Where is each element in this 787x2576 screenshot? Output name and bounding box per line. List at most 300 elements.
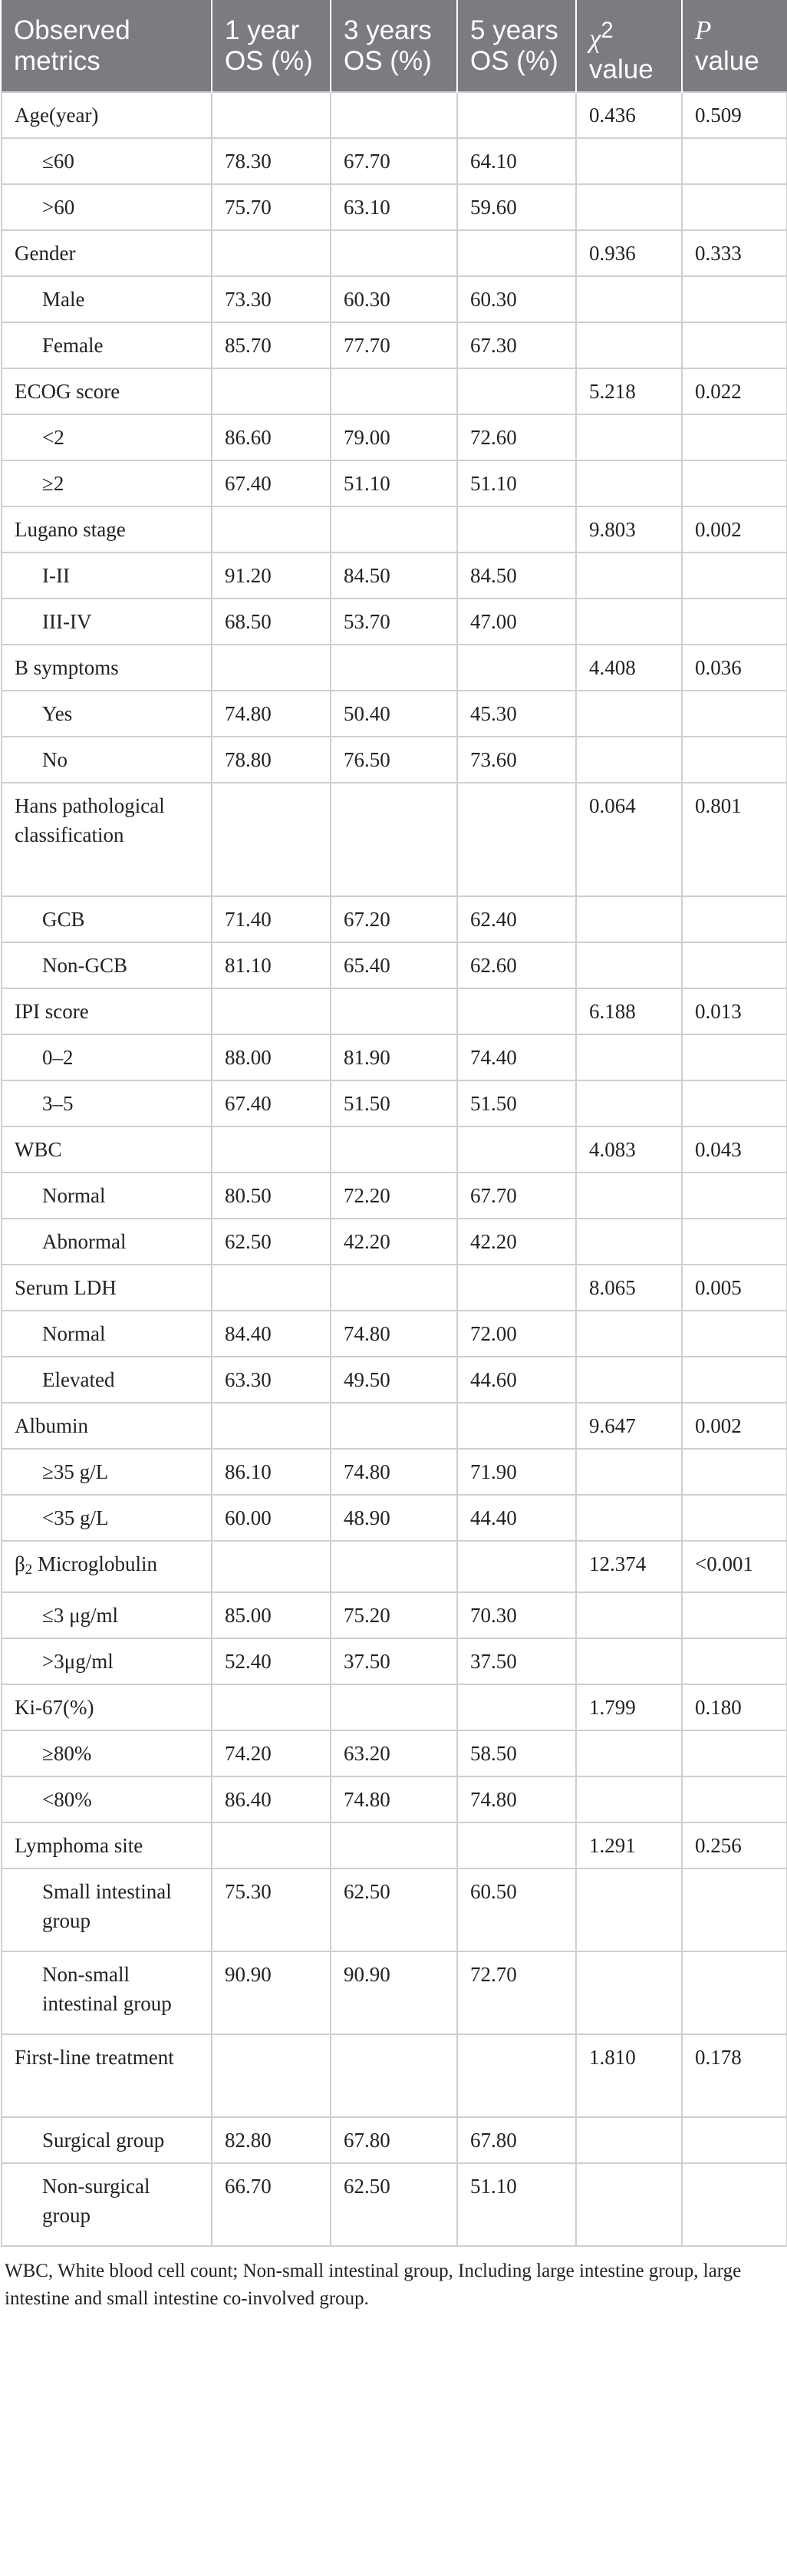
subgroup-row <box>2 1357 787 1403</box>
empty-cell <box>212 1265 331 1311</box>
os-3-years: 75.20 <box>331 1592 457 1638</box>
subgroup-row <box>2 2163 787 2246</box>
empty-cell <box>576 1080 682 1126</box>
group-row <box>2 988 787 1034</box>
empty-cell <box>576 737 682 783</box>
empty-cell <box>457 368 576 414</box>
os-5-years: 59.60 <box>457 184 576 230</box>
table-footnote: WBC, White blood cell count; Non-small intestinal group, Including large intestine group, large intestine and small intestine co-involved group. <box>5 2261 742 2310</box>
subgroup-row <box>2 1730 787 1776</box>
p-value: 0.178 <box>682 2034 787 2117</box>
chi-superscript: 2 <box>601 18 614 43</box>
empty-cell <box>576 2117 682 2163</box>
empty-cell <box>457 1265 576 1311</box>
empty-cell <box>576 138 682 184</box>
os-1-year: 60.00 <box>212 1495 331 1541</box>
os-3-years: 51.50 <box>331 1080 457 1126</box>
empty-cell <box>576 184 682 230</box>
subgroup-label: Surgical group <box>2 2117 212 2163</box>
empty-cell <box>682 276 787 322</box>
empty-cell <box>331 368 457 414</box>
empty-cell <box>682 1638 787 1684</box>
subgroup-row <box>2 552 787 599</box>
group-label: Gender <box>2 230 212 276</box>
empty-cell <box>576 1034 682 1080</box>
p-value: 0.036 <box>682 645 787 691</box>
subgroup-row <box>2 1311 787 1357</box>
subgroup-label: No <box>2 737 212 783</box>
empty-cell <box>457 1403 576 1449</box>
empty-cell <box>212 645 331 691</box>
os-5-years: 62.40 <box>457 896 576 942</box>
os-5-years: 70.30 <box>457 1592 576 1638</box>
os-1-year: 86.60 <box>212 414 331 460</box>
header-chi-square <box>576 0 682 92</box>
chi-square-value: 9.803 <box>576 506 682 552</box>
os-3-years: 77.70 <box>331 322 457 368</box>
p-value: 0.013 <box>682 988 787 1034</box>
empty-cell <box>457 783 576 896</box>
empty-cell <box>576 1592 682 1638</box>
os-1-year: 91.20 <box>212 552 331 599</box>
os-3-years: 74.80 <box>331 1311 457 1357</box>
empty-cell <box>212 1126 331 1173</box>
empty-cell <box>331 230 457 276</box>
group-label: WBC <box>2 1126 212 1173</box>
empty-cell <box>682 1357 787 1403</box>
os-3-years: 74.80 <box>331 1776 457 1822</box>
os-1-year: 75.70 <box>212 184 331 230</box>
empty-cell <box>331 506 457 552</box>
os-1-year: 52.40 <box>212 1638 331 1684</box>
os-5-years: 44.60 <box>457 1357 576 1403</box>
subgroup-label: <2 <box>2 414 212 460</box>
subgroup-label: Yes <box>2 691 212 737</box>
os-3-years: 67.20 <box>331 896 457 942</box>
os-3-years: 49.50 <box>331 1357 457 1403</box>
os-3-years: 65.40 <box>331 942 457 988</box>
os-3-years: 42.20 <box>331 1219 457 1265</box>
subgroup-row <box>2 599 787 645</box>
subgroup-label: Non-GCB <box>2 942 212 988</box>
p-value: 0.801 <box>682 783 787 896</box>
header-1-year-os: 1 year OS (%) <box>212 0 331 92</box>
subgroup-label: Male <box>2 276 212 322</box>
empty-cell <box>457 1822 576 1869</box>
chi-square-value: 1.810 <box>576 2034 682 2117</box>
empty-cell <box>576 552 682 599</box>
empty-cell <box>576 322 682 368</box>
os-3-years: 81.90 <box>331 1034 457 1080</box>
chi-square-value: 0.064 <box>576 783 682 896</box>
os-3-years: 51.10 <box>331 460 457 506</box>
os-1-year: 82.80 <box>212 2117 331 2163</box>
subgroup-label: ≤60 <box>2 138 212 184</box>
empty-cell <box>331 1265 457 1311</box>
os-3-years: 67.70 <box>331 138 457 184</box>
os-5-years: 67.70 <box>457 1173 576 1219</box>
group-label: B symptoms <box>2 645 212 691</box>
empty-cell <box>682 184 787 230</box>
subgroup-row <box>2 1449 787 1495</box>
chi-square-value: 8.065 <box>576 1265 682 1311</box>
os-1-year: 62.50 <box>212 1219 331 1265</box>
table-header <box>2 0 787 92</box>
subgroup-label: ≥80% <box>2 1730 212 1776</box>
empty-cell <box>682 138 787 184</box>
os-3-years: 62.50 <box>331 1869 457 1951</box>
empty-cell <box>682 1311 787 1357</box>
empty-cell <box>576 1449 682 1495</box>
p-value: 0.180 <box>682 1684 787 1730</box>
subgroup-row <box>2 184 787 230</box>
empty-cell <box>331 988 457 1034</box>
os-1-year: 84.40 <box>212 1311 331 1357</box>
p-value: 0.509 <box>682 92 787 138</box>
group-label: First-line treatment <box>2 2034 212 2117</box>
p-value: 0.043 <box>682 1126 787 1173</box>
subgroup-label: Normal <box>2 1311 212 1357</box>
empty-cell <box>682 1869 787 1951</box>
chi-square-value: 0.936 <box>576 230 682 276</box>
empty-cell <box>457 1541 576 1593</box>
empty-cell <box>457 230 576 276</box>
os-5-years: 45.30 <box>457 691 576 737</box>
group-row <box>2 1822 787 1869</box>
group-row <box>2 230 787 276</box>
empty-cell <box>331 1684 457 1730</box>
subgroup-row <box>2 322 787 368</box>
empty-cell <box>576 1951 682 2034</box>
empty-cell <box>331 92 457 138</box>
group-row <box>2 506 787 552</box>
os-1-year: 86.40 <box>212 1776 331 1822</box>
os-1-year: 86.10 <box>212 1449 331 1495</box>
os-5-years: 42.20 <box>457 1219 576 1265</box>
empty-cell <box>682 691 787 737</box>
chi-square-value: 6.188 <box>576 988 682 1034</box>
header-p-value <box>682 0 787 92</box>
empty-cell <box>576 599 682 645</box>
os-5-years: 47.00 <box>457 599 576 645</box>
chi-square-value: 0.436 <box>576 92 682 138</box>
subgroup-label: Non-small intestinal group <box>2 1951 212 2034</box>
group-label: Hans pathological classification <box>2 783 212 896</box>
os-1-year: 67.40 <box>212 460 331 506</box>
subgroup-row <box>2 737 787 783</box>
empty-cell <box>331 783 457 896</box>
p-value: 0.005 <box>682 1265 787 1311</box>
os-1-year: 71.40 <box>212 896 331 942</box>
empty-cell <box>212 783 331 896</box>
empty-cell <box>331 2034 457 2117</box>
os-1-year: 78.30 <box>212 138 331 184</box>
p-value: 0.333 <box>682 230 787 276</box>
os-3-years: 37.50 <box>331 1638 457 1684</box>
chi-symbol: χ <box>589 23 601 54</box>
empty-cell <box>682 1776 787 1822</box>
os-1-year: 73.30 <box>212 276 331 322</box>
subgroup-row <box>2 1495 787 1541</box>
empty-cell <box>212 1541 331 1593</box>
empty-cell <box>682 1730 787 1776</box>
empty-cell <box>331 1822 457 1869</box>
group-label: $\beta_2$ Microglobulin <box>2 1541 212 1593</box>
empty-cell <box>682 1219 787 1265</box>
empty-cell <box>212 1684 331 1730</box>
group-row <box>2 783 787 896</box>
os-3-years: 90.90 <box>331 1951 457 2034</box>
os-3-years: 79.00 <box>331 414 457 460</box>
subgroup-row <box>2 942 787 988</box>
subgroup-label: Non-surgical group <box>2 2163 212 2246</box>
empty-cell <box>576 942 682 988</box>
subgroup-row <box>2 1951 787 2034</box>
chi-square-value: 4.408 <box>576 645 682 691</box>
os-1-year: 78.80 <box>212 737 331 783</box>
os-5-years: 67.80 <box>457 2117 576 2163</box>
subgroup-row <box>2 896 787 942</box>
empty-cell <box>682 1173 787 1219</box>
os-5-years: 84.50 <box>457 552 576 599</box>
chi-square-value: 1.291 <box>576 1822 682 1869</box>
chi-square-value: 5.218 <box>576 368 682 414</box>
empty-cell <box>576 414 682 460</box>
os-3-years: 76.50 <box>331 737 457 783</box>
subgroup-label: >3μg/ml <box>2 1638 212 1684</box>
os-5-years: 67.30 <box>457 322 576 368</box>
subgroup-row <box>2 1869 787 1951</box>
group-label: Lymphoma site <box>2 1822 212 1869</box>
empty-cell <box>576 1495 682 1541</box>
subgroup-row <box>2 460 787 506</box>
subgroup-label: 0–2 <box>2 1034 212 1080</box>
subgroup-row <box>2 1592 787 1638</box>
empty-cell <box>331 1541 457 1593</box>
os-1-year: 63.30 <box>212 1357 331 1403</box>
empty-cell <box>457 645 576 691</box>
os-1-year: 68.50 <box>212 599 331 645</box>
empty-cell <box>212 988 331 1034</box>
empty-cell <box>576 896 682 942</box>
subgroup-label: Normal <box>2 1173 212 1219</box>
empty-cell <box>682 896 787 942</box>
group-row <box>2 1265 787 1311</box>
os-5-years: 64.10 <box>457 138 576 184</box>
os-5-years: 60.50 <box>457 1869 576 1951</box>
group-row <box>2 1403 787 1449</box>
os-5-years: 37.50 <box>457 1638 576 1684</box>
subgroup-row <box>2 414 787 460</box>
empty-cell <box>682 552 787 599</box>
empty-cell <box>212 1822 331 1869</box>
os-5-years: 51.10 <box>457 2163 576 2246</box>
os-5-years: 71.90 <box>457 1449 576 1495</box>
os-1-year: 90.90 <box>212 1951 331 2034</box>
subgroup-row <box>2 2117 787 2163</box>
os-5-years: 62.60 <box>457 942 576 988</box>
group-row <box>2 2034 787 2117</box>
empty-cell <box>682 1495 787 1541</box>
os-3-years: 63.20 <box>331 1730 457 1776</box>
empty-cell <box>682 599 787 645</box>
subgroup-label: <80% <box>2 1776 212 1822</box>
os-1-year: 74.20 <box>212 1730 331 1776</box>
os-3-years: 62.50 <box>331 2163 457 2246</box>
empty-cell <box>212 2034 331 2117</box>
subgroup-row <box>2 1776 787 1822</box>
os-3-years: 72.20 <box>331 1173 457 1219</box>
p-value: 0.002 <box>682 1403 787 1449</box>
subgroup-row <box>2 1173 787 1219</box>
group-row <box>2 1541 787 1593</box>
empty-cell <box>331 1403 457 1449</box>
os-3-years: 84.50 <box>331 552 457 599</box>
empty-cell <box>576 460 682 506</box>
p-value: 0.022 <box>682 368 787 414</box>
empty-cell <box>576 1173 682 1219</box>
header-3-years-os: 3 years OS (%) <box>331 0 457 92</box>
subgroup-label: GCB <box>2 896 212 942</box>
os-table <box>1 0 787 2247</box>
empty-cell <box>576 1219 682 1265</box>
group-label: Serum LDH <box>2 1265 212 1311</box>
empty-cell <box>682 1449 787 1495</box>
p-symbol: P <box>695 15 712 45</box>
os-3-years: 67.80 <box>331 2117 457 2163</box>
os-5-years: 72.70 <box>457 1951 576 2034</box>
subgroup-label: ≥35 g/L <box>2 1449 212 1495</box>
empty-cell <box>457 506 576 552</box>
empty-cell <box>457 988 576 1034</box>
chi-square-value: 12.374 <box>576 1541 682 1593</box>
os-5-years: 72.60 <box>457 414 576 460</box>
subgroup-label: Female <box>2 322 212 368</box>
empty-cell <box>331 1126 457 1173</box>
group-label: Age(year) <box>2 92 212 138</box>
group-label: Ki-67(%) <box>2 1684 212 1730</box>
os-3-years: 63.10 <box>331 184 457 230</box>
os-1-year: 81.10 <box>212 942 331 988</box>
os-1-year: 80.50 <box>212 1173 331 1219</box>
empty-cell <box>682 460 787 506</box>
group-row <box>2 368 787 414</box>
subgroup-label: 3–5 <box>2 1080 212 1126</box>
empty-cell <box>682 1951 787 2034</box>
chi-value-label: value <box>589 54 654 84</box>
empty-cell <box>457 2034 576 2117</box>
subgroup-row <box>2 1034 787 1080</box>
empty-cell <box>576 1869 682 1951</box>
group-label: ECOG score <box>2 368 212 414</box>
subgroup-label: III-IV <box>2 599 212 645</box>
header-metrics: Observed metrics <box>2 0 212 92</box>
empty-cell <box>682 414 787 460</box>
empty-cell <box>576 1638 682 1684</box>
os-3-years: 53.70 <box>331 599 457 645</box>
empty-cell <box>212 1403 331 1449</box>
os-1-year: 85.70 <box>212 322 331 368</box>
chi-square-value: 1.799 <box>576 1684 682 1730</box>
empty-cell <box>682 2117 787 2163</box>
chi-square-value: 9.647 <box>576 1403 682 1449</box>
os-3-years: 50.40 <box>331 691 457 737</box>
empty-cell <box>576 276 682 322</box>
subgroup-row <box>2 276 787 322</box>
os-1-year: 88.00 <box>212 1034 331 1080</box>
os-1-year: 67.40 <box>212 1080 331 1126</box>
empty-cell <box>212 92 331 138</box>
empty-cell <box>212 368 331 414</box>
empty-cell <box>682 1080 787 1126</box>
subgroup-label: Small intestinal group <box>2 1869 212 1951</box>
empty-cell <box>457 92 576 138</box>
empty-cell <box>682 737 787 783</box>
os-1-year: 75.30 <box>212 1869 331 1951</box>
os-1-year: 85.00 <box>212 1592 331 1638</box>
subgroup-label: I-II <box>2 552 212 599</box>
os-3-years: 74.80 <box>331 1449 457 1495</box>
os-5-years: 73.60 <box>457 737 576 783</box>
subgroup-row <box>2 1219 787 1265</box>
subgroup-label: Elevated <box>2 1357 212 1403</box>
subgroup-label: ≤3 μg/ml <box>2 1592 212 1638</box>
p-value: 0.002 <box>682 506 787 552</box>
group-row <box>2 1684 787 1730</box>
group-label: IPI score <box>2 988 212 1034</box>
empty-cell <box>212 230 331 276</box>
p-value-label: value <box>695 46 759 76</box>
os-5-years: 74.40 <box>457 1034 576 1080</box>
empty-cell <box>682 1034 787 1080</box>
empty-cell <box>682 942 787 988</box>
table-body <box>2 92 787 2247</box>
p-value: 0.256 <box>682 1822 787 1869</box>
subgroup-label: >60 <box>2 184 212 230</box>
subgroup-row <box>2 1638 787 1684</box>
empty-cell <box>682 2163 787 2246</box>
os-5-years: 74.80 <box>457 1776 576 1822</box>
empty-cell <box>331 645 457 691</box>
empty-cell <box>576 2163 682 2246</box>
subgroup-row <box>2 691 787 737</box>
os-5-years: 51.50 <box>457 1080 576 1126</box>
empty-cell <box>212 506 331 552</box>
os-5-years: 72.00 <box>457 1311 576 1357</box>
os-3-years: 60.30 <box>331 276 457 322</box>
empty-cell <box>576 1311 682 1357</box>
os-5-years: 51.10 <box>457 460 576 506</box>
os-5-years: 58.50 <box>457 1730 576 1776</box>
chi-square-value: 4.083 <box>576 1126 682 1173</box>
p-value: <0.001 <box>682 1541 787 1593</box>
empty-cell <box>457 1684 576 1730</box>
empty-cell <box>576 1776 682 1822</box>
empty-cell <box>682 1592 787 1638</box>
group-row <box>2 645 787 691</box>
os-1-year: 74.80 <box>212 691 331 737</box>
subgroup-row <box>2 138 787 184</box>
os-1-year: 66.70 <box>212 2163 331 2246</box>
empty-cell <box>457 1126 576 1173</box>
empty-cell <box>576 1730 682 1776</box>
header-5-years-os: 5 years OS (%) <box>457 0 576 92</box>
os-3-years: 48.90 <box>331 1495 457 1541</box>
os-5-years: 60.30 <box>457 276 576 322</box>
subgroup-label: Abnormal <box>2 1219 212 1265</box>
group-label: Lugano stage <box>2 506 212 552</box>
subgroup-label: <35 g/L <box>2 1495 212 1541</box>
